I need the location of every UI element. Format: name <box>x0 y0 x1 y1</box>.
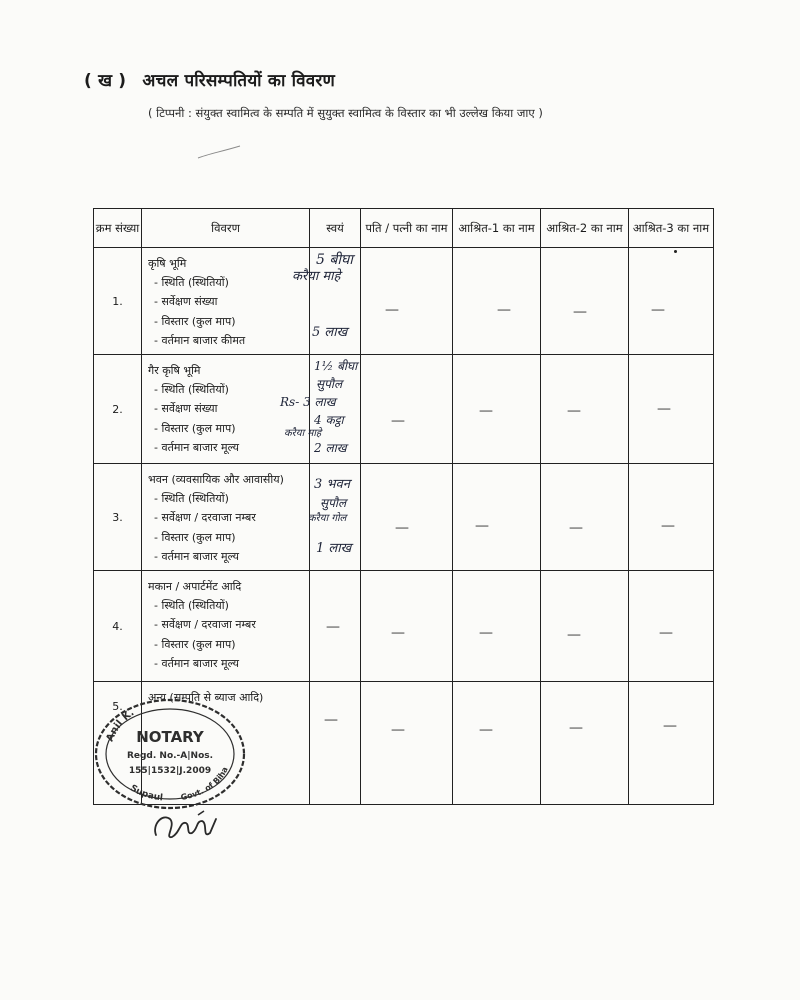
dash-mark: — <box>567 403 581 419</box>
dependent-1-cell <box>453 682 541 805</box>
row-title: गैर कृषि भूमि <box>148 364 201 377</box>
handwritten-note: 5 बीघा <box>316 252 353 268</box>
spouse-cell <box>361 571 453 682</box>
section-label: ( ख ) <box>84 71 127 91</box>
spouse-cell <box>361 682 453 805</box>
row-detail <box>142 248 310 355</box>
row-detail <box>142 464 310 571</box>
row-number: 1. <box>94 248 142 355</box>
handwritten-note: करैया गोल <box>308 513 347 524</box>
dependent-3-cell <box>629 464 714 571</box>
row-item: - स्थिति (स्थितियों) <box>154 492 229 506</box>
row-item: - स्थिति (स्थितियों) <box>154 276 229 290</box>
stamp-name: Anil K. <box>104 707 137 744</box>
table-row <box>94 464 714 571</box>
dash-mark: — <box>497 302 511 318</box>
stamp-govt: Govt. of Biha <box>180 765 230 802</box>
row-number: 2. <box>94 355 142 464</box>
row-item: - सर्वेक्षण संख्या <box>154 402 218 416</box>
row-title: अन्य (सम्पति से ब्याज आदि) <box>148 691 264 704</box>
row-item: - वर्तमान बाजार मूल्य <box>154 549 240 563</box>
dash-mark: — <box>659 625 673 641</box>
handwritten-note: सुपौल <box>320 496 347 510</box>
row-item: - विस्तार (कुल माप) <box>154 637 236 651</box>
header-self: स्वयं <box>310 209 361 248</box>
stamp-regd: Regd. No.-A|Nos. <box>126 751 214 761</box>
dependent-2-cell <box>541 355 629 464</box>
row-item: - विस्तार (कुल माप) <box>154 314 236 328</box>
section-heading <box>84 68 335 91</box>
dependent-1-cell <box>453 248 541 355</box>
handwritten-note: करैया माहे <box>284 428 322 439</box>
dependent-2-cell <box>541 682 629 805</box>
spouse-cell <box>361 355 453 464</box>
dash-mark: — <box>391 722 405 738</box>
dash-mark: — <box>475 518 489 534</box>
stamp-place: Supaul <box>128 783 164 804</box>
header-spouse: पति / पत्नी का नाम <box>361 209 453 248</box>
row-item: - सर्वेक्षण / दरवाजा नम्बर <box>154 511 256 525</box>
stamp-heading: NOTARY <box>136 728 204 746</box>
dependent-1-cell <box>453 355 541 464</box>
row-title: कृषि भूमि <box>148 257 187 270</box>
header-dependent-2: आश्रित-2 का नाम <box>541 209 629 248</box>
stamp-number: 155|1532|J.2009 <box>128 766 212 776</box>
self-cell <box>310 571 361 682</box>
dash-mark: — <box>324 712 338 728</box>
row-item: - सर्वेक्षण / दरवाजा नम्बर <box>154 618 256 632</box>
dash-mark: — <box>651 302 665 318</box>
header-dependent-3: आश्रित-3 का नाम <box>629 209 714 248</box>
dash-mark: — <box>569 520 583 536</box>
row-item: - वर्तमान बाजार मूल्य <box>154 440 240 454</box>
handwritten-note: 1½ बीघा <box>314 359 358 373</box>
header-detail: विवरण <box>142 209 310 248</box>
pen-scribble <box>196 142 246 162</box>
dash-mark: — <box>395 520 409 536</box>
dependent-3-cell <box>629 682 714 805</box>
signature <box>150 805 220 847</box>
dash-mark: — <box>479 722 493 738</box>
handwritten-note: 3 भवन <box>314 477 350 492</box>
dependent-3-cell <box>629 355 714 464</box>
row-detail <box>142 571 310 682</box>
header-dependent-1: आश्रित-1 का नाम <box>453 209 541 248</box>
row-item: - विस्तार (कुल माप) <box>154 530 236 544</box>
row-number: 3. <box>94 464 142 571</box>
handwritten-note: 5 लाख <box>312 325 348 340</box>
dependent-2-cell <box>541 248 629 355</box>
dependent-3-cell <box>629 248 714 355</box>
dash-mark: — <box>479 403 493 419</box>
handwritten-note: 2 लाख <box>314 441 347 455</box>
handwritten-note: 1 लाख <box>316 541 352 556</box>
spouse-cell <box>361 464 453 571</box>
row-number: 4. <box>94 571 142 682</box>
dependent-1-cell <box>453 571 541 682</box>
dash-mark: — <box>479 625 493 641</box>
self-cell <box>310 682 361 805</box>
dependent-3-cell <box>629 571 714 682</box>
dash-mark: — <box>567 627 581 643</box>
row-item: - स्थिति (स्थितियों) <box>154 383 229 397</box>
table-header-row <box>94 209 714 248</box>
row-item: - विस्तार (कुल माप) <box>154 421 236 435</box>
notary-stamp <box>92 688 248 810</box>
self-cell <box>280 355 361 464</box>
svg-text:Supaul <box>128 783 163 803</box>
handwritten-note: 4 कट्ठा <box>314 413 344 427</box>
dash-mark: — <box>573 304 587 320</box>
self-cell <box>310 464 361 571</box>
dash-mark: — <box>657 401 671 417</box>
dependent-2-cell <box>541 464 629 571</box>
table-row <box>94 248 714 355</box>
row-item: - वर्तमान बाजार मूल्य <box>154 656 240 670</box>
svg-text:Anil K. <box>105 707 137 743</box>
handwritten-note: Rs- 3 लाख <box>280 395 336 409</box>
row-item: - स्थिति (स्थितियों) <box>154 599 229 613</box>
dependent-1-cell <box>453 464 541 571</box>
dash-mark: — <box>326 619 340 635</box>
dash-mark: — <box>385 302 399 318</box>
dependent-2-cell <box>541 571 629 682</box>
header-sno: क्रम संख्या <box>94 209 142 248</box>
handwritten-note: सुपौल <box>316 377 343 391</box>
row-number: 5. <box>94 682 142 805</box>
row-item: - सर्वेक्षण संख्या <box>154 295 218 309</box>
dash-mark: — <box>661 518 675 534</box>
dash-mark: — <box>569 720 583 736</box>
spouse-cell <box>361 248 453 355</box>
section-title: अचल परिसम्पतियों का विवरण <box>142 71 336 91</box>
handwritten-note: करैया माहे <box>292 269 341 284</box>
section-note: ( टिप्पनी : संयुक्त स्वामित्व के सम्पति में सुयुक्त स्वामित्व के विस्तार का भी उल्लेख किया जाए ) <box>148 106 543 120</box>
table-row <box>94 571 714 682</box>
row-title: भवन (व्यवसायिक और आवासीय) <box>148 473 284 486</box>
dash-mark: — <box>391 413 405 429</box>
dash-mark: — <box>391 625 405 641</box>
row-item: - वर्तमान बाजार कीमत <box>154 333 246 347</box>
table-row <box>94 355 714 464</box>
self-cell <box>292 248 361 355</box>
dash-mark: — <box>663 718 677 734</box>
row-title: मकान / अपार्टमेंट आदि <box>148 580 242 593</box>
